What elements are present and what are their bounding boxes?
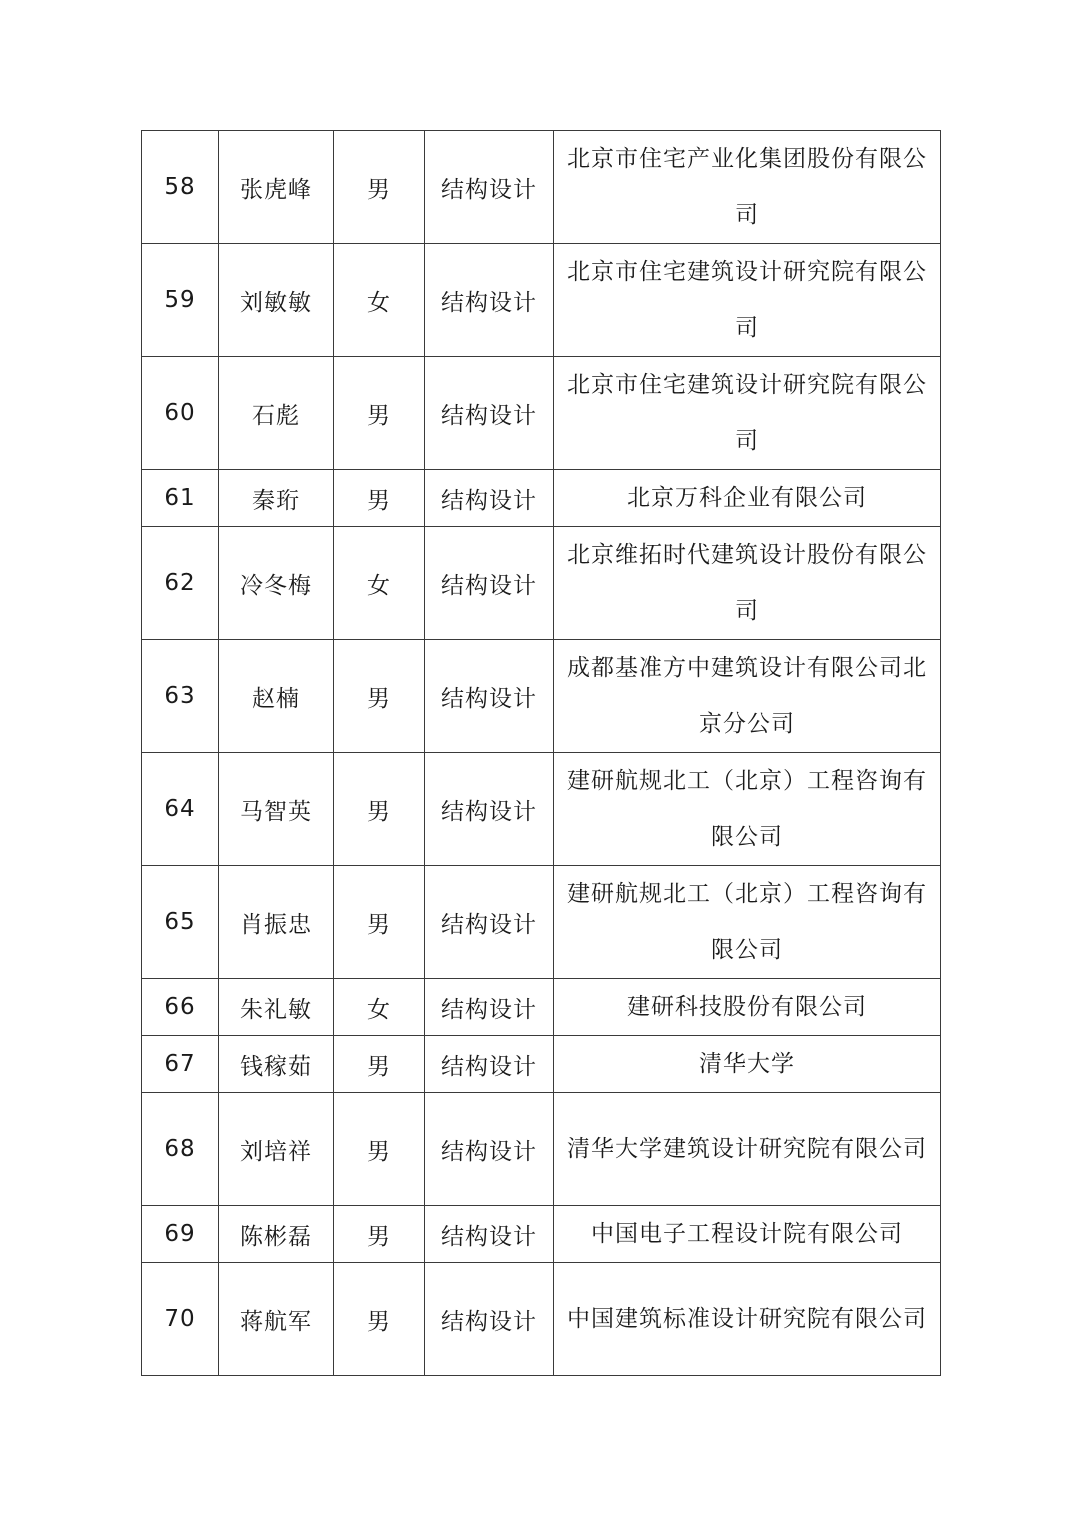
cell-major: 结构设计 [425,1263,554,1376]
cell-name: 秦珩 [219,470,334,527]
cell-organization: 清华大学建筑设计研究院有限公司 [554,1093,941,1206]
table-row [142,527,941,640]
table-row [142,1263,941,1376]
cell-organization: 中国电子工程设计院有限公司 [554,1206,941,1263]
cell-name: 赵楠 [219,640,334,753]
cell-organization: 建研航规北工（北京）工程咨询有限公司 [554,753,941,866]
cell-number: 68 [142,1093,219,1206]
cell-organization: 清华大学 [554,1036,941,1093]
cell-major: 结构设计 [425,357,554,470]
table-row [142,1206,941,1263]
cell-name: 蒋航军 [219,1263,334,1376]
cell-major: 结构设计 [425,1206,554,1263]
cell-major: 结构设计 [425,1093,554,1206]
cell-major: 结构设计 [425,527,554,640]
cell-name: 冷冬梅 [219,527,334,640]
cell-name: 刘敏敏 [219,244,334,357]
cell-number: 61 [142,470,219,527]
cell-major: 结构设计 [425,866,554,979]
cell-major: 结构设计 [425,640,554,753]
cell-organization: 北京市住宅建筑设计研究院有限公司 [554,357,941,470]
cell-number: 66 [142,979,219,1036]
cell-organization: 建研科技股份有限公司 [554,979,941,1036]
table-row [142,979,941,1036]
cell-name: 肖振忠 [219,866,334,979]
table-row [142,1093,941,1206]
cell-name: 朱礼敏 [219,979,334,1036]
cell-number: 60 [142,357,219,470]
cell-sex: 女 [334,979,425,1036]
cell-number: 58 [142,131,219,244]
cell-organization: 北京市住宅产业化集团股份有限公司 [554,131,941,244]
cell-organization: 建研航规北工（北京）工程咨询有限公司 [554,866,941,979]
cell-name: 陈彬磊 [219,1206,334,1263]
table-row [142,244,941,357]
cell-sex: 男 [334,470,425,527]
cell-organization: 北京万科企业有限公司 [554,470,941,527]
cell-name: 钱稼茹 [219,1036,334,1093]
cell-major: 结构设计 [425,470,554,527]
cell-major: 结构设计 [425,131,554,244]
cell-sex: 男 [334,1206,425,1263]
cell-sex: 男 [334,1263,425,1376]
cell-sex: 男 [334,640,425,753]
cell-name: 刘培祥 [219,1093,334,1206]
cell-organization: 北京维拓时代建筑设计股份有限公司 [554,527,941,640]
cell-sex: 男 [334,753,425,866]
cell-number: 59 [142,244,219,357]
cell-major: 结构设计 [425,979,554,1036]
table-row [142,866,941,979]
cell-organization: 成都基准方中建筑设计有限公司北京分公司 [554,640,941,753]
cell-major: 结构设计 [425,753,554,866]
cell-major: 结构设计 [425,244,554,357]
cell-number: 65 [142,866,219,979]
cell-sex: 女 [334,527,425,640]
cell-number: 69 [142,1206,219,1263]
cell-name: 石彪 [219,357,334,470]
table-row [142,640,941,753]
cell-sex: 男 [334,1036,425,1093]
cell-sex: 女 [334,244,425,357]
table-row [142,753,941,866]
cell-number: 70 [142,1263,219,1376]
cell-number: 64 [142,753,219,866]
cell-sex: 男 [334,1093,425,1206]
table-row [142,1036,941,1093]
cell-organization: 中国建筑标准设计研究院有限公司 [554,1263,941,1376]
cell-sex: 男 [334,357,425,470]
cell-organization: 北京市住宅建筑设计研究院有限公司 [554,244,941,357]
table-row [142,357,941,470]
table-row [142,470,941,527]
cell-sex: 男 [334,866,425,979]
cell-name: 马智英 [219,753,334,866]
cell-major: 结构设计 [425,1036,554,1093]
cell-number: 63 [142,640,219,753]
table-row [142,131,941,244]
roster-table [141,130,941,1376]
cell-name: 张虎峰 [219,131,334,244]
cell-number: 62 [142,527,219,640]
cell-sex: 男 [334,131,425,244]
cell-number: 67 [142,1036,219,1093]
